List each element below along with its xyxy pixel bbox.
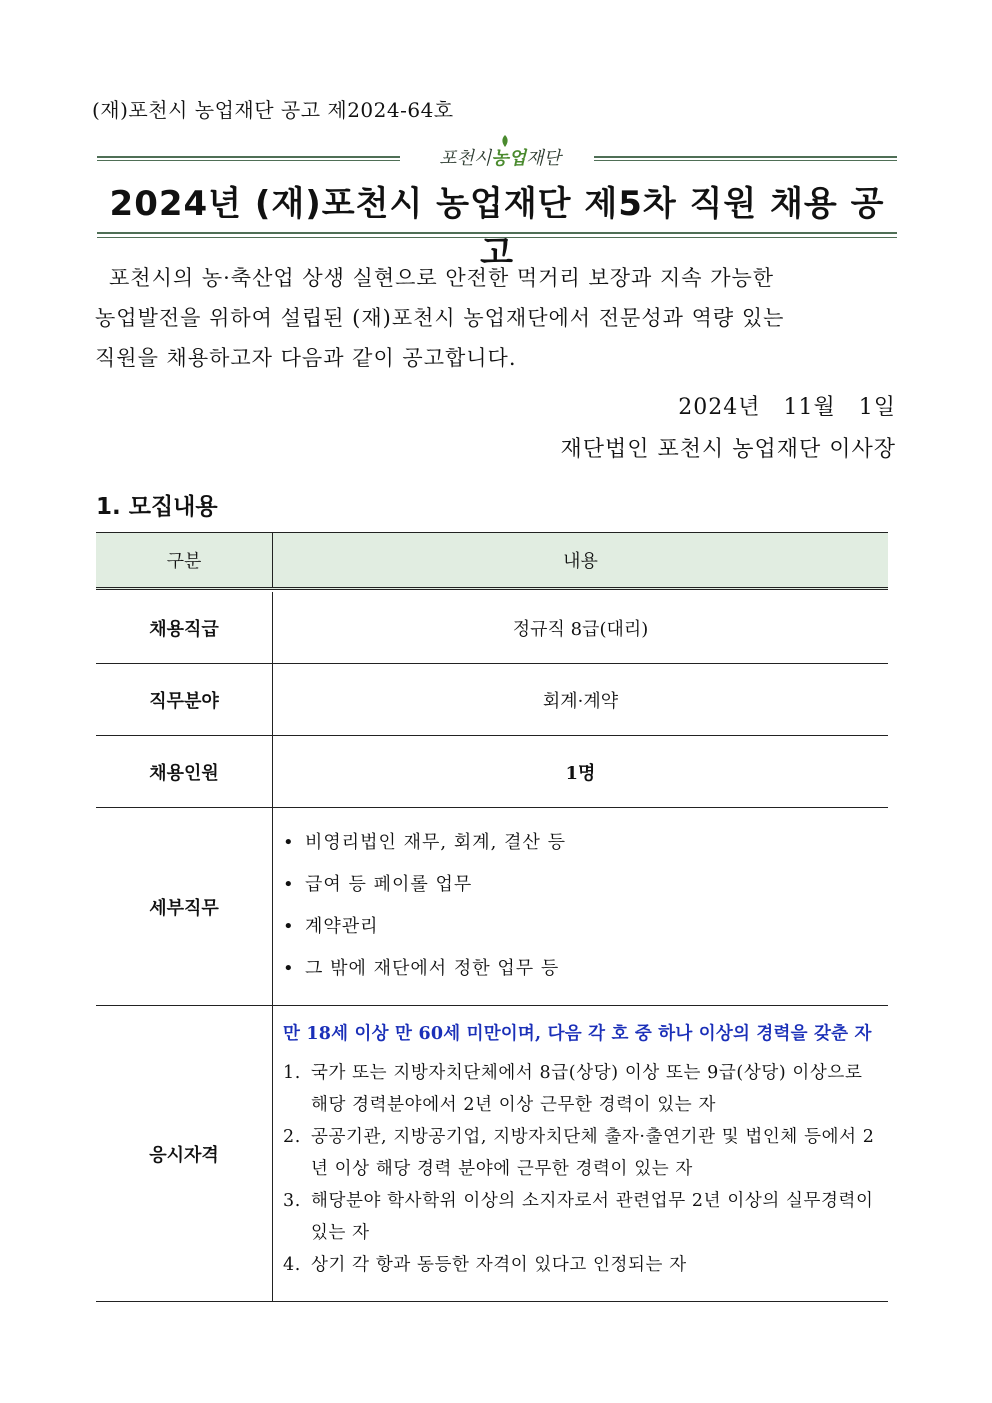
divider	[97, 156, 400, 161]
logo-text-green: 농업	[491, 148, 527, 169]
row-value: 1명	[565, 762, 596, 784]
row-value: 정규직 8급(대리)	[512, 618, 649, 640]
intro-line: 직원을 채용하고자 다음과 같이 공고합니다.	[95, 346, 517, 370]
announcement-date: 2024년 11월 1일	[678, 395, 896, 420]
page-title: 2024년 (재)포천시 농업재단 제5차 직원 채용 공고	[109, 184, 885, 273]
intro-line: 포천시의 농·축산업 상생 실현으로 안전한 먹거리 보장과 지속 가능한	[109, 266, 775, 290]
qualification-block	[273, 1006, 888, 1281]
row-label: 세부직무	[96, 808, 273, 1005]
qualification-lead: 만 18세 이상 만 60세 미만이며, 다음 각 호 중 하나 이상의 경력을 갖춘 자	[283, 1024, 872, 1044]
list-item: 1. 국가 또는 지방자치단체에서 8급(상당) 이상 또는 9급(상당) 이상으로 해당 경력분야에서 2년 이상 근무한 경력이 있는 자	[283, 1063, 863, 1115]
foundation-logo	[430, 144, 570, 176]
recruitment-table	[96, 532, 888, 1302]
row-value: 회계·계약	[542, 690, 619, 712]
list-item: • 계약관리	[283, 916, 379, 937]
list-item: • 그 밖에 재단에서 정한 업무 등	[283, 958, 560, 979]
signer: 재단법인 포천시 농업재단 이사장	[560, 437, 896, 462]
duties-list	[273, 822, 566, 990]
qualification-cell	[273, 1006, 888, 1301]
row-label: 채용인원	[96, 736, 273, 807]
notice-number: (재)포천시 농업재단 공고 제2024-64호	[92, 98, 454, 122]
list-item: 4. 상기 각 항과 동등한 자격이 있다고 인정되는 자	[283, 1255, 687, 1275]
duties-cell	[273, 808, 888, 1005]
section-title: 1. 모집내용	[96, 494, 218, 520]
table-row	[96, 592, 888, 664]
header-cell: 내용	[563, 551, 598, 572]
list-item: • 급여 등 페이롤 업무	[283, 874, 473, 895]
qualification-list	[283, 1057, 880, 1281]
divider	[97, 232, 897, 234]
intro-paragraph	[95, 258, 895, 378]
row-label: 직무분야	[96, 664, 273, 735]
table-row	[96, 1006, 888, 1302]
table-header-row	[96, 532, 888, 590]
header-cell: 구분	[96, 533, 273, 587]
table-row	[96, 808, 888, 1006]
logo-header	[97, 140, 897, 180]
logo-text-pre: 포천시	[439, 148, 492, 169]
divider	[594, 156, 897, 161]
row-label: 응시자격	[96, 1006, 273, 1301]
divider	[97, 237, 897, 238]
table-row	[96, 736, 888, 808]
list-item: 2. 공공기관, 지방공기업, 지방자치단체 출자·출연기관 및 법인체 등에서 2년 이상 해당 경력 분야에 근무한 경력이 있는 자	[283, 1127, 875, 1179]
list-item: • 비영리법인 재무, 회계, 결산 등	[283, 832, 566, 853]
intro-line: 농업발전을 위하여 설립된 (재)포천시 농업재단에서 전문성과 역량 있는	[95, 306, 785, 330]
row-label: 채용직급	[96, 592, 273, 663]
leaf-icon	[500, 135, 510, 147]
list-item: 3. 해당분야 학사학위 이상의 소지자로서 관련업무 2년 이상의 실무경력이 있는 자	[283, 1191, 874, 1243]
table-row	[96, 664, 888, 736]
logo-text-post: 재단	[526, 148, 561, 169]
